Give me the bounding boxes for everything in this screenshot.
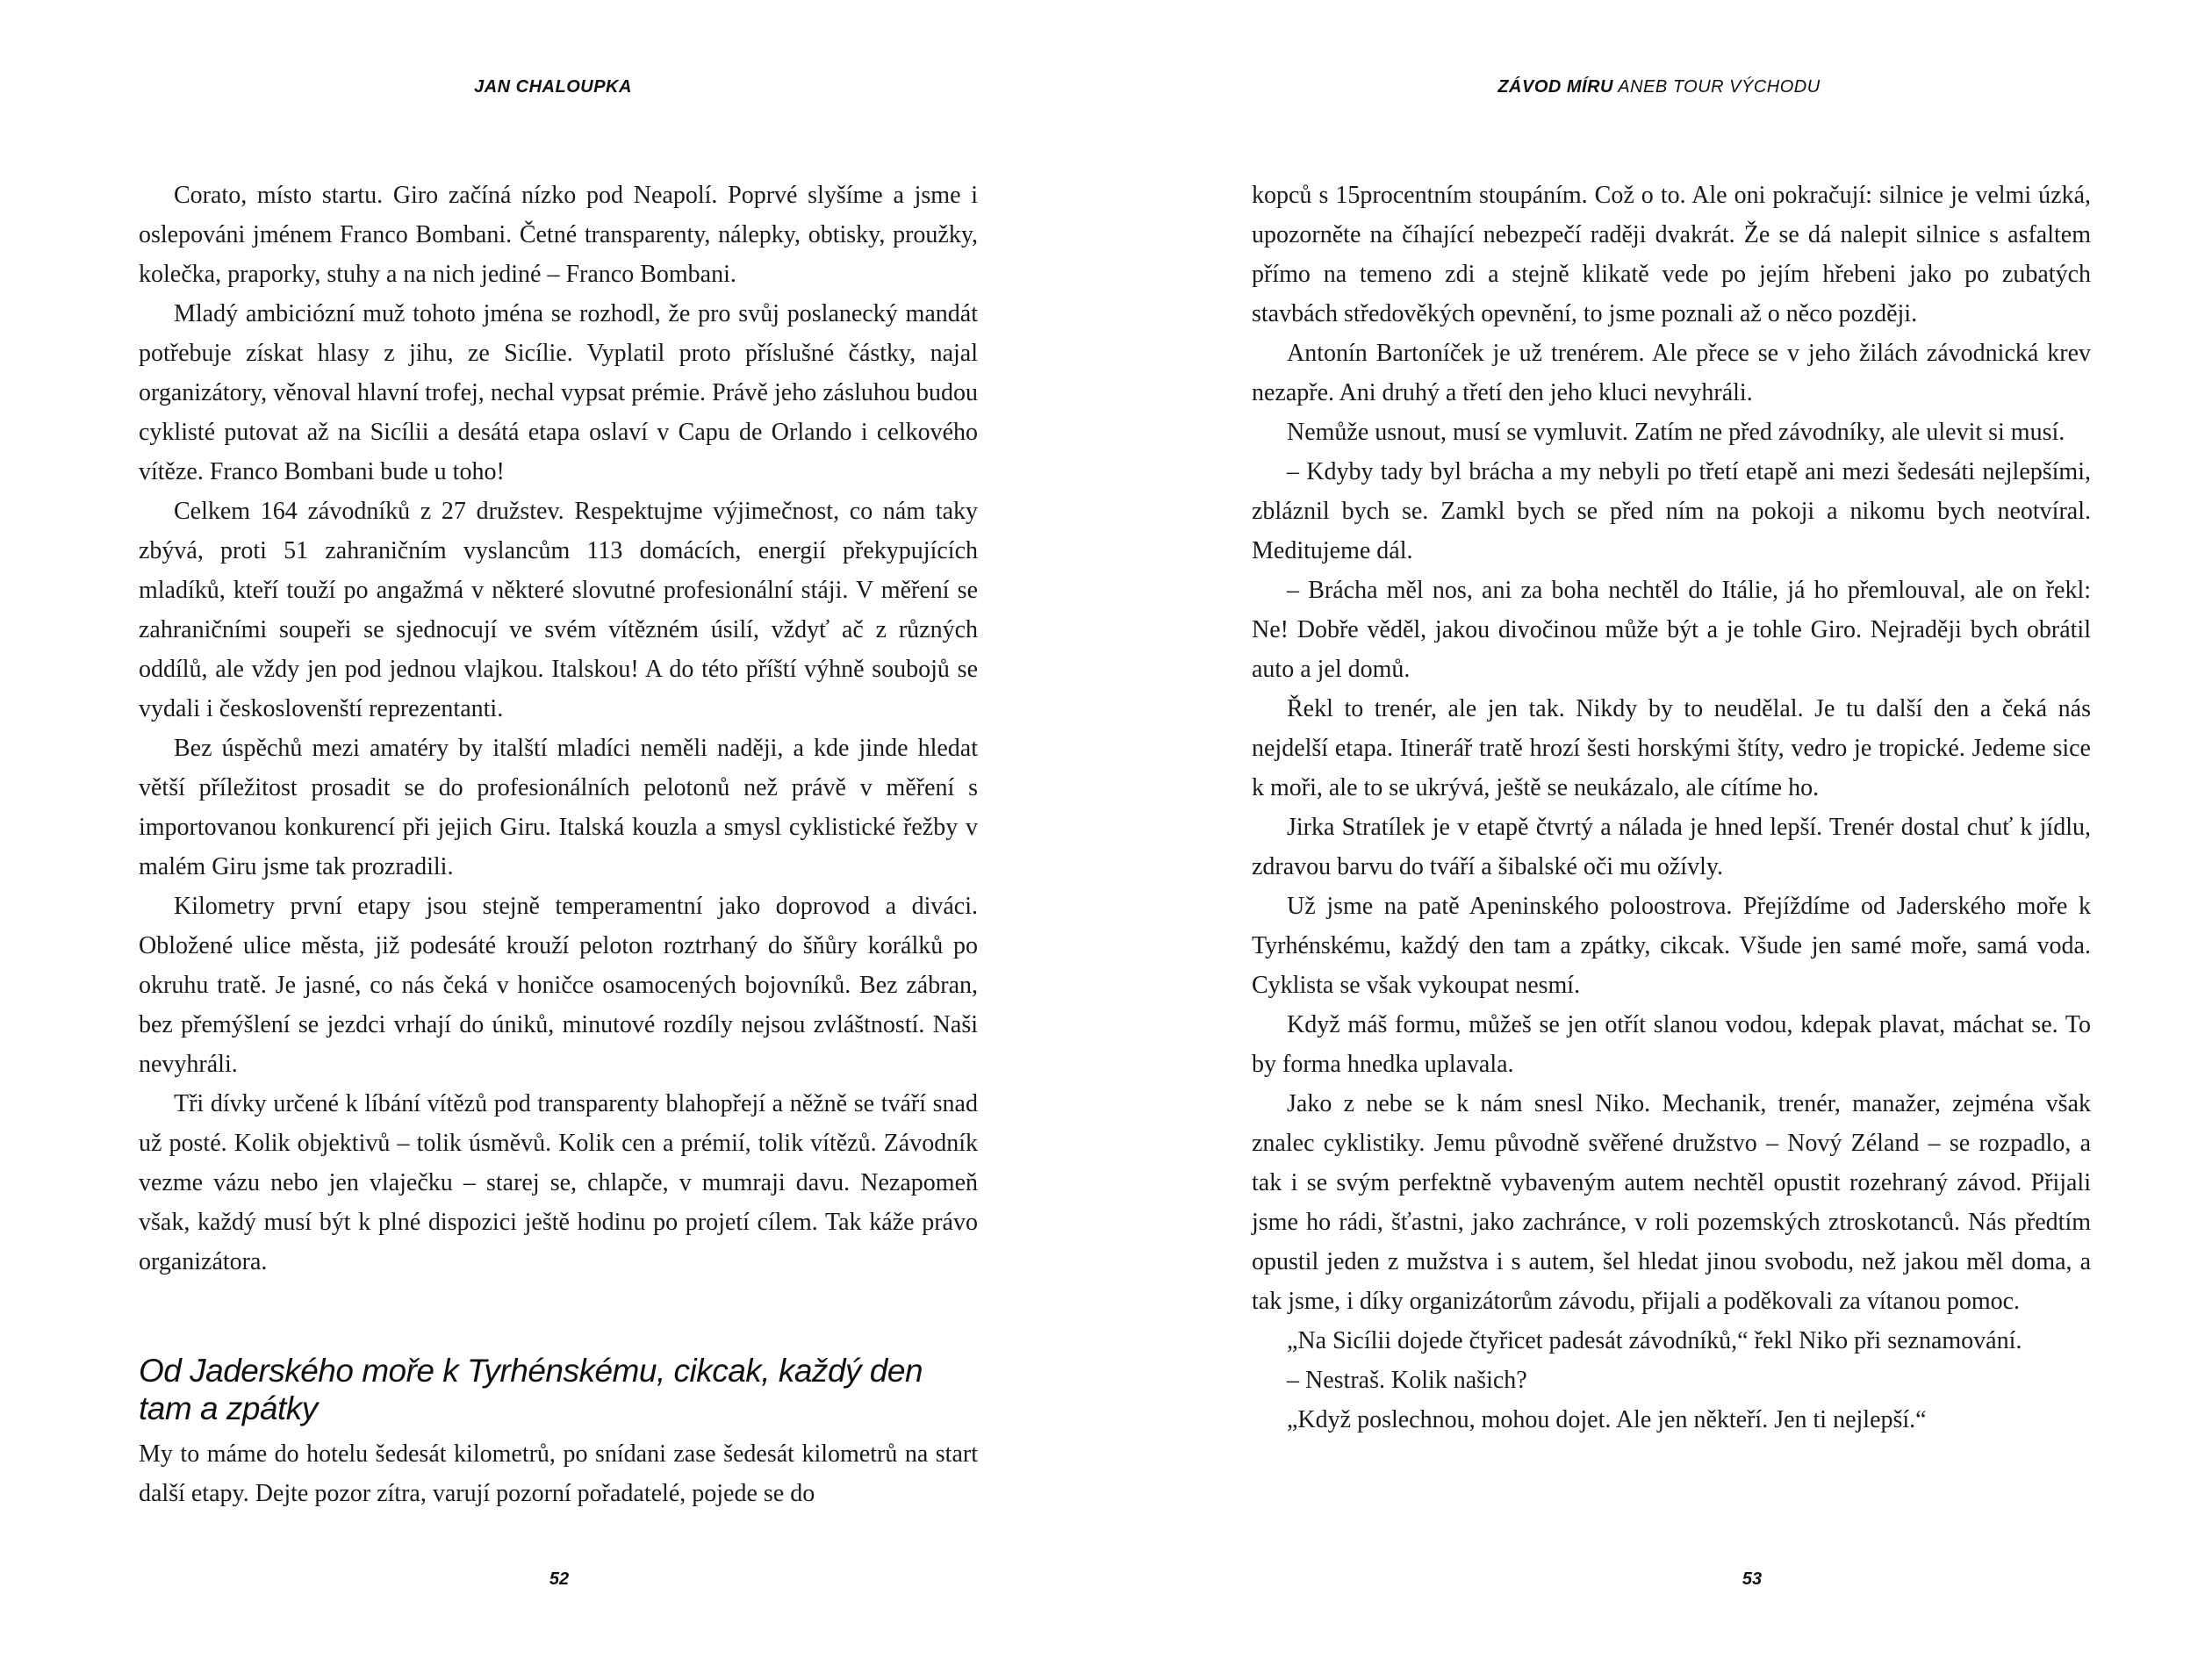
running-head-title [1106, 77, 2212, 97]
paragraph: „Když poslechnou, mohou dojet. Ale jen někteří. Jen ti nejlepší.“ [1287, 1406, 1927, 1433]
paragraph: – Nestraš. Kolik našich? [1287, 1367, 1527, 1394]
paragraph: Jirka Stratílek je v etapě čtvrtý a nálada je hned lepší. Trenér dostal chuť k jídlu, zdravou barvu do tváří a šibalské oči mu ožívly. [1252, 814, 2091, 880]
paragraph: Corato, místo startu. Giro začíná nízko pod Neapolí. Poprvé slyšíme a jsme i oslepováni jménem Franco Bombani. Četné transparenty, nálepky, obtisky, proužky, kolečka, praporky, stuhy a na nich jediné – Franco Bombani. [139, 182, 978, 288]
left-text-block [139, 176, 978, 1513]
paragraph: kopců s 15procentním stoupáním. Což o to. Ale oni pokračují: silnice je velmi úzká, upozorněte na číhající nebezpečí raději dvakrát. Že se dá nalepit silnice s asfaltem přímo na temeno zdi a stejně klikatě vede po jejím hřebeni jako po zubatých stavbách středověkých opevnění, to jsme poznali až o něco později. [1252, 182, 2091, 327]
paragraph: „Na Sicílii dojede čtyřicet padesát závodníků,“ řekl Niko při seznamování. [1287, 1327, 2022, 1354]
paragraph: Bez úspěchů mezi amatéry by italští mladíci neměli naději, a kde jinde hledat větší příležitost prosadit se do profesionálních pelotonů než právě v měření s importovanou konkurencí při jejich Giru. Italská kouzla a smysl cyklistické řežby v malém Giru jsme tak prozradili. [139, 735, 978, 880]
paragraph: Jako z nebe se k nám snesl Niko. Mechanik, trenér, manažer, zejména však znalec cyklistiky. Jemu původně svěřené družstvo – Nový Zéland – se rozpadlo, a tak i se svým perfektně vybaveným autem nechtěl opustit rozehraný závod. Přijali jsme ho rádi, šťastni, jako zachránce, v roli pozemských ztroskotanců. Nás předtím opustil jeden z mužstva i s autem, šel hledat jinou svobodu, než jakou měl doma, a tak jsme, i díky organizátorům závodu, přijali a poděkovali za vítanou pomoc. [1252, 1090, 2091, 1315]
running-head-author: JAN CHALOUPKA [474, 77, 632, 97]
paragraph: – Kdyby tady byl brácha a my nebyli po třetí etapě ani mezi šedesáti nejlepšími, zbláznil bych se. Zamkl bych se před ním na pokoji a nikomu bych neotvíral. Meditujeme dál. [1252, 458, 2091, 564]
running-head-title-light: ANEB TOUR VÝCHODU [1612, 77, 1821, 97]
paragraph: Nemůže usnout, musí se vymluvit. Zatím ne před závodníky, ale ulevit si musí. [1287, 419, 2065, 446]
paragraph: – Brácha měl nos, ani za boha nechtěl do Itálie, já ho přemlouval, ale on řekl: Ne! Dobře věděl, jakou divočinou může být a je tohle Giro. Nejraději bych obrátil auto a jel domů. [1252, 577, 2091, 683]
paragraph: Celkem 164 závodníků z 27 družstev. Respektujme výjimečnost, co nám taky zbývá, proti 51 zahraničním vyslancům 113 domácích, energií překypujících mladíků, kteří touží po angažmá v některé slovutné profesionální stáji. V měření se zahraničními soupeři se sjednocují ve svém vítězném úsilí, vždyť ač z různých oddílů, ale vždy jen pod jednou vlajkou. Italskou! A do této příští výhně soubojů se vydali i českoslovenští reprezentanti. [139, 498, 978, 722]
paragraph: Už jsme na patě Apeninského poloostrova. Přejíždíme od Jaderského moře k Tyrhénskému, každý den tam a zpátky, cikcak. Všude jen samé moře, samá voda. Cyklista se však vykoupat nesmí. [1252, 893, 2091, 999]
paragraph: My to máme do hotelu šedesát kilometrů, po snídani zase šedesát kilometrů na start další etapy. Dejte pozor zítra, varují pozorní pořadatelé, pojede se do [139, 1440, 978, 1507]
right-page [1106, 0, 2212, 1659]
right-text-block [1252, 176, 2091, 1440]
paragraph: Antonín Bartoníček je už trenérem. Ale přece se v jeho žilách závodnická krev nezapře. Ani druhý a třetí den jeho kluci nevyhráli. [1252, 340, 2091, 406]
paragraph: Kilometry první etapy jsou stejně temperamentní jako doprovod a diváci. Obložené ulice města, již podesáté krouží peloton roztrhaný do šňůry korálků po okruhu tratě. Je jasné, co nás čeká v honičce osamocených bojovníků. Bez zábran, bez přemýšlení se jezdci vrhají do úniků, minutové rozdíly nejsou zvláštností. Naši nevyhráli. [139, 893, 978, 1078]
page-number: 52 [549, 1569, 570, 1589]
paragraph: Řekl to trenér, ale jen tak. Nikdy by to neudělal. Je tu další den a čeká nás nejdelší etapa. Itinerář tratě hrozí šesti horskými štíty, vedro je tropické. Jedeme sice k moři, ale to se ukrývá, ještě se neukázalo, ale cítíme ho. [1252, 695, 2091, 801]
running-head-title-bold: ZÁVOD MÍRU [1497, 77, 1613, 97]
section-heading: Od Jaderského moře k Tyrhénskému, cikcak, každý den tam a zpátky [139, 1353, 923, 1426]
paragraph: Tři dívky určené k líbání vítězů pod transparenty blahopřejí a něžně se tváří snad už posté. Kolik objektivů – tolik úsměvů. Kolik cen a prémií, tolik vítězů. Závodník vezme vázu nebo jen vlaječku – starej se, chlapče, v mumraji davu. Nezapomeň však, každý musí být k plné dispozici ještě hodinu po projetí cílem. Tak káže právo organizátora. [139, 1090, 978, 1275]
paragraph: Když máš formu, můžeš se jen otřít slanou vodou, kdepak plavat, máchat se. To by forma hnedka uplavala. [1252, 1011, 2091, 1078]
page-number: 53 [1742, 1569, 1763, 1589]
paragraph: Mladý ambiciózní muž tohoto jména se rozhodl, že pro svůj poslanecký mandát potřebuje získat hlasy z jihu, ze Sicílie. Vyplatil proto příslušné částky, najal organizátory, věnoval hlavní trofej, nechal vypsat prémie. Právě jeho zásluhou budou cyklisté putovat až na Sicílii a desátá etapa oslaví v Capu de Orlando i celkového vítěze. Franco Bombani bude u toho! [139, 300, 978, 485]
